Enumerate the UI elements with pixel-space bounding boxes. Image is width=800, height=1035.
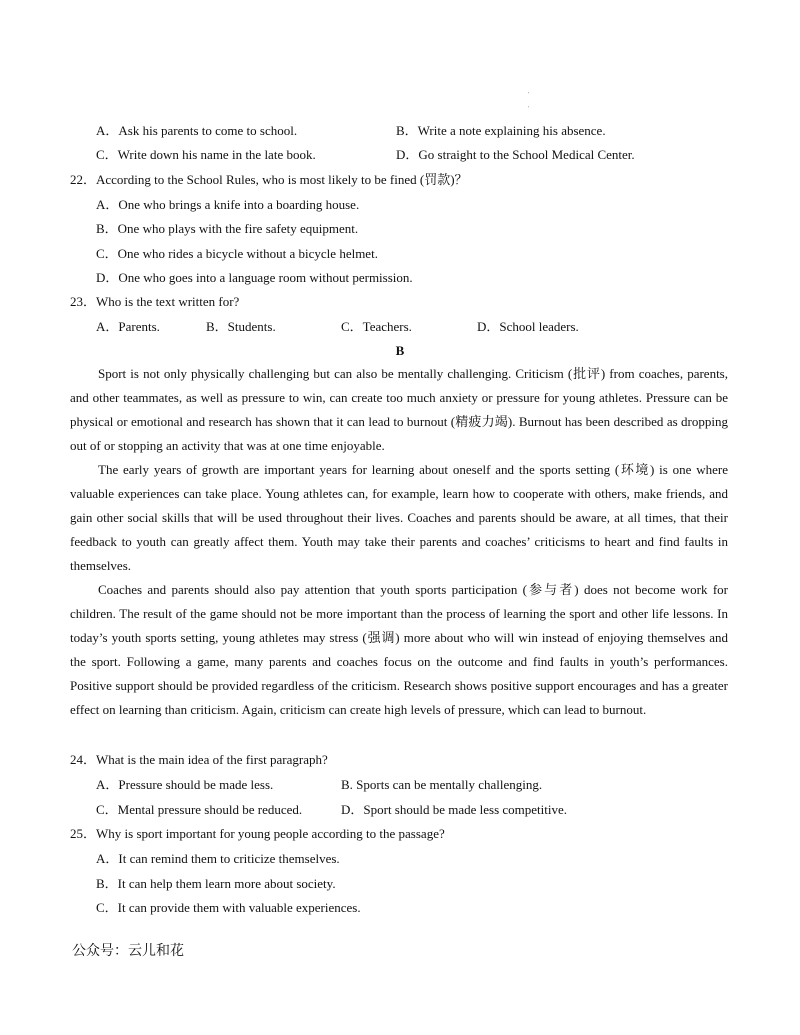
q23-option-d: D．School leaders. <box>477 319 579 334</box>
passage-paragraph: The early years of growth are important years for learning about oneself and the sports setting (环境) is one where valuable experiences can take place. Young athletes can, for example, learn how to cooperate with others, make friends, and gain other social skills that will be used throughout their lives. Coaches and parents should be aware, at all times, that their feedback to youth can greatly affect them. Youth may take their parents and coaches’ criticisms to heart and find faults in themselves. <box>70 462 728 573</box>
q22-option-b: B．One who plays with the fire safety equipment. <box>96 221 359 236</box>
passage-paragraph: Sport is not only physically challenging but can also be mentally challenging. Criticism (批评) from coaches, parents, and other teammates, as well as pressure to win, can create too much anxiety or pressure for young athletes. Pressure can be physical or emotional and research has shown that it can lead to burnout (精疲力竭). Burnout has been described as dropping out of or stopping an activity that was at one time enjoyable. <box>70 366 728 453</box>
q25-option-c: C．It can provide them with valuable experiences. <box>96 900 361 915</box>
q21-option-b: B．Write a note explaining his absence. <box>396 123 606 138</box>
q24-stem: 24．What is the main idea of the first paragraph? <box>70 752 328 767</box>
q25-option-a: A．It can remind them to criticize themselves. <box>96 851 340 866</box>
q24-option-a: A．Pressure should be made less. <box>96 777 274 792</box>
q25-option-b: B．It can help them learn more about society. <box>96 876 336 891</box>
section-heading: B <box>395 343 405 358</box>
scan-mark: ' <box>528 106 530 112</box>
q23-stem: 23．Who is the text written for? <box>70 294 240 309</box>
q24-option-b: B. Sports can be mentally challenging. <box>341 777 543 792</box>
q24-option-d: D．Sport should be made less competitive. <box>341 802 568 817</box>
q21-option-a: A．Ask his parents to come to school. <box>96 123 298 138</box>
footer-watermark: 公众号：云儿和花 <box>72 943 184 959</box>
q22-stem: 22．According to the School Rules, who is most likely to be fined (罚款)？ <box>70 172 468 187</box>
q23-option-c: C．Teachers. <box>341 319 412 334</box>
q21-option-c: C．Write down his name in the late book. <box>96 147 316 162</box>
q24-option-c: C．Mental pressure should be reduced. <box>96 802 303 817</box>
scan-mark: ' <box>528 92 530 98</box>
passage-paragraph: Coaches and parents should also pay attention that youth sports participation (参与者) does not become work for children. The result of the game should not be more important than the process of learning the sport and other life lessons. In today’s youth sports setting, young athletes may stress (强调) more about who will win instead of enjoying themselves and the sport. Following a game, many parents and coaches focus on the outcome and find faults in youth’s performances. Positive support should be provided regardless of the criticism. Research shows positive support encourages and has a greater effect on learning than criticism. Again, criticism can create high levels of pressure, which can lead to burnout. <box>70 582 728 717</box>
q22-option-c: C．One who rides a bicycle without a bicycle helmet. <box>96 246 378 261</box>
q23-option-a: A．Parents. <box>96 319 160 334</box>
q23-option-b: B．Students. <box>206 319 276 334</box>
q21-option-d: D．Go straight to the School Medical Center. <box>396 147 635 162</box>
q25-stem: 25．Why is sport important for young people according to the passage? <box>70 826 445 841</box>
q22-option-d: D．One who goes into a language room without permission. <box>96 270 413 285</box>
q22-option-a: A．One who brings a knife into a boarding house. <box>96 197 360 212</box>
